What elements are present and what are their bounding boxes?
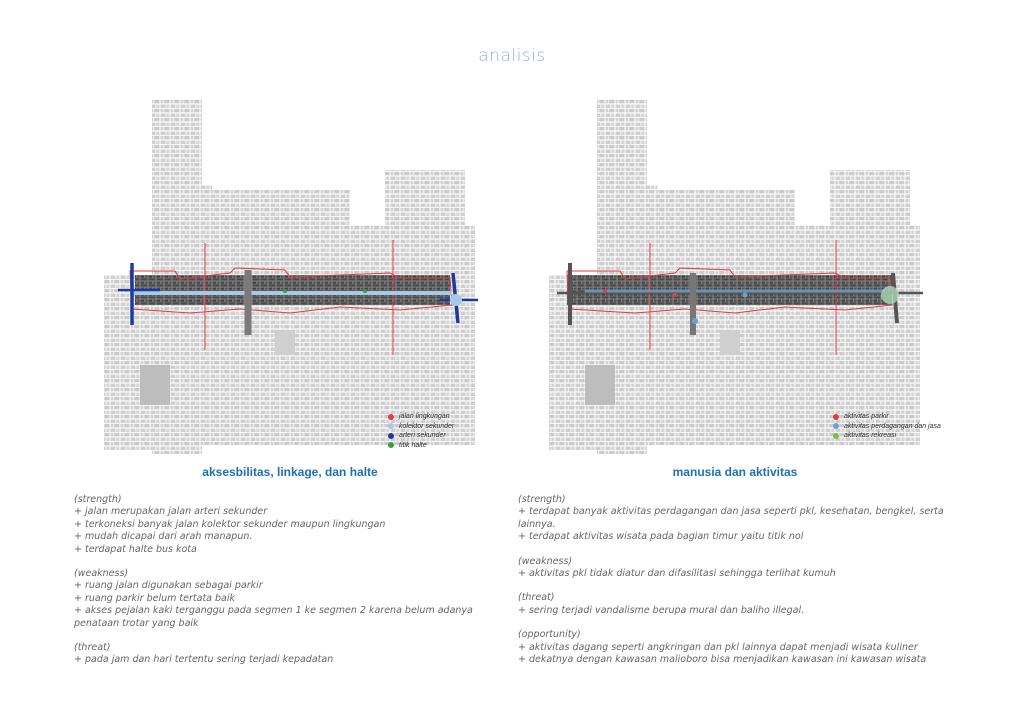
text-line: + terdapat halte bus kota bbox=[74, 543, 197, 555]
text-line: + ruang parkir belum tertata baik bbox=[74, 592, 236, 604]
accessibility-legend bbox=[388, 412, 454, 450]
weakness-paragraph bbox=[518, 556, 953, 581]
strength-heading: (strength) bbox=[518, 494, 566, 505]
activity-legend bbox=[833, 412, 941, 441]
right-swot-text bbox=[518, 494, 953, 678]
parking-point bbox=[603, 289, 607, 293]
text-line: + akses pejalan kaki terganggu pada segmen 1 ke segmen 2 karena belum adanya penataan trotar yang baik bbox=[74, 605, 473, 629]
legend-item: jalan lingkungan bbox=[388, 412, 454, 422]
strength-heading: (strength) bbox=[74, 494, 122, 505]
text-line: + jalan merupakan jalan arteri sekunder bbox=[74, 506, 268, 518]
text-line: + terdapat aktivitas wisata pada bagian timur yaitu titik nol bbox=[518, 531, 804, 543]
opportunity-heading: (opportunity) bbox=[518, 629, 581, 641]
text-line: + ruang jalan digunakan sebagai parkir bbox=[74, 580, 263, 592]
strength-paragraph bbox=[518, 494, 953, 544]
strength-paragraph bbox=[74, 494, 504, 556]
right-section-title: manusia dan aktivitas bbox=[672, 465, 798, 479]
recreation-zone bbox=[881, 286, 899, 304]
threat-heading: (threat) bbox=[74, 642, 111, 654]
left-section-title: aksesbilitas, linkage, dan halte bbox=[202, 465, 378, 479]
threat-paragraph bbox=[74, 642, 504, 667]
threat-heading: (threat) bbox=[518, 592, 555, 604]
light-blue-dot-icon bbox=[388, 423, 394, 429]
blue-dot-icon bbox=[833, 423, 839, 429]
legend-item: titik halte bbox=[388, 441, 454, 451]
corridor-buildings bbox=[135, 275, 450, 305]
legend-item: arteri sekunder bbox=[388, 431, 454, 441]
text-line: + terkoneksi banyak jalan kolektor sekunder maupun lingkungan bbox=[74, 518, 386, 530]
text-line: + terdapat banyak aktivitas perdagangan dan jasa seperti pkl, kesehatan, bengkel, serta lainnya. bbox=[518, 506, 944, 530]
bus-stop-point bbox=[283, 289, 287, 293]
trade-point bbox=[743, 293, 748, 298]
bus-stop-point bbox=[363, 289, 367, 293]
text-line: + mudah dicapai dari arah manapun. bbox=[74, 531, 253, 543]
parking-point bbox=[673, 293, 677, 297]
red-dot-icon bbox=[388, 414, 394, 420]
accessibility-map-drawing bbox=[100, 95, 480, 460]
opportunity-paragraph bbox=[518, 629, 953, 666]
text-line: + dekatnya dengan kawasan malioboro bisa menjadikan kawasan ini kawasan wisata bbox=[518, 654, 927, 666]
weakness-paragraph bbox=[74, 568, 504, 630]
threat-paragraph bbox=[518, 592, 953, 617]
weakness-heading: (weakness) bbox=[518, 555, 573, 567]
text-line: + aktivitas pkl tidak diatur dan difasilitasi sehingga terlihat kumuh bbox=[518, 568, 836, 580]
text-line: + pada jam dan hari tertentu sering terjadi kepadatan bbox=[74, 654, 334, 666]
accessibility-map bbox=[100, 95, 480, 460]
activity-map bbox=[545, 95, 941, 460]
trade-point bbox=[692, 318, 698, 324]
legend-item: kolektor sekunder bbox=[388, 422, 454, 432]
activity-map-drawing bbox=[545, 95, 925, 460]
red-dot-icon bbox=[833, 414, 839, 420]
legend-item: aktivitas perdagangan dan jasa bbox=[833, 422, 941, 432]
east-roundabout bbox=[450, 294, 462, 306]
text-line: + aktivitas dagang seperti angkringan dan pkl lainnya dapat menjadi wisata kuliner bbox=[518, 641, 918, 653]
green-dot-icon bbox=[388, 442, 394, 448]
weakness-heading: (weakness) bbox=[74, 568, 129, 580]
left-swot-text bbox=[74, 494, 504, 679]
legend-item: aktivitas parkir bbox=[833, 412, 941, 422]
legend-item: aktivitas rekreasi bbox=[833, 431, 941, 441]
dark-blue-dot-icon bbox=[388, 433, 394, 439]
text-line: + sering terjadi vandalisme berupa mural dan baliho illegal. bbox=[518, 604, 805, 616]
page-title: analisis bbox=[478, 46, 546, 66]
green-dot-icon bbox=[833, 433, 839, 439]
